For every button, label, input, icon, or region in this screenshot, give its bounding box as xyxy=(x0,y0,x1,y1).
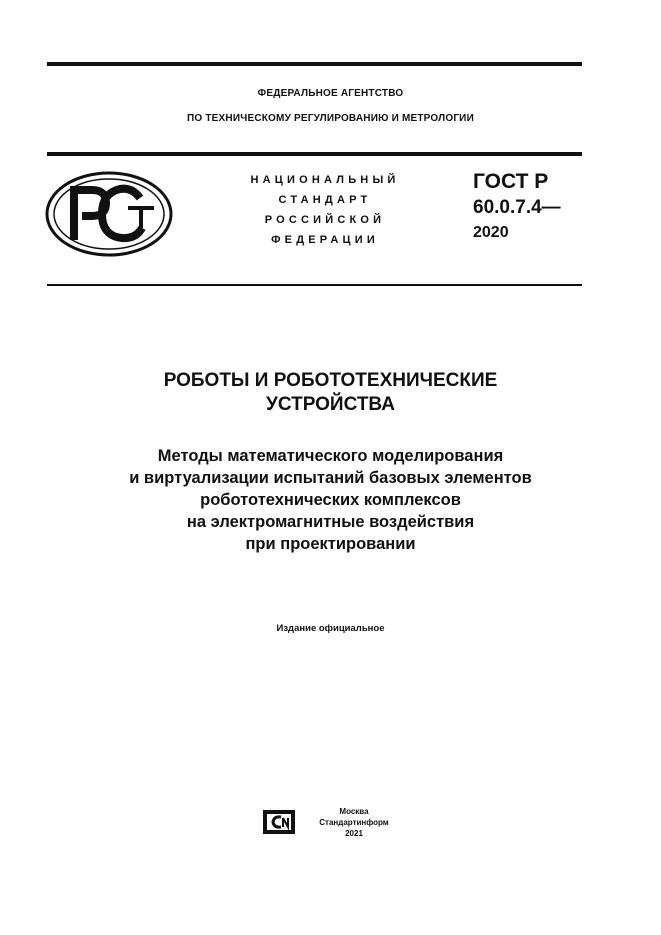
top-rule xyxy=(47,62,582,66)
national-standard-line-3: РОССИЙСКОЙ xyxy=(264,214,386,226)
subtitle-line-5: при проектировании xyxy=(245,535,416,553)
national-standard-line-2: СТАНДАРТ xyxy=(278,194,372,206)
agency-line-1: ФЕДЕРАЛЬНОЕ АГЕНТСТВО xyxy=(257,88,404,99)
header-rule xyxy=(47,152,582,156)
designation-line-3: 2020 xyxy=(473,224,509,241)
logo-block-rule xyxy=(47,284,582,286)
edition-label: Издание официальное xyxy=(276,623,385,634)
designation-line-2: 60.0.7.4— xyxy=(473,197,561,218)
subtitle-line-4: на электромагнитные воздействия xyxy=(186,513,475,531)
subtitle-line-3: робототехнических комплексов xyxy=(200,491,461,509)
rst-certification-mark-icon xyxy=(44,170,174,258)
subtitle-line-2: и виртуализации испытаний базовых элементов xyxy=(129,469,532,487)
publisher-year: 2021 xyxy=(345,829,363,838)
publisher-city: Москва xyxy=(339,807,369,816)
publisher-name: Стандартинформ xyxy=(319,818,389,827)
subtitle-line-1: Методы математического моделирования xyxy=(157,447,504,465)
agency-line-2: ПО ТЕХНИЧЕСКОМУ РЕГУЛИРОВАНИЮ И МЕТРОЛОГИИ xyxy=(187,113,474,124)
designation-line-1: ГОСТ Р xyxy=(473,170,549,193)
title-line-1: РОБОТЫ И РОБОТОТЕХНИЧЕСКИЕ xyxy=(163,370,498,391)
national-standard-line-1: НАЦИОНАЛЬНЫЙ xyxy=(250,174,400,186)
title-line-2: УСТРОЙСТВА xyxy=(266,394,395,415)
national-standard-line-4: ФЕДЕРАЦИИ xyxy=(271,234,379,246)
standartinform-logo-icon xyxy=(261,807,297,837)
